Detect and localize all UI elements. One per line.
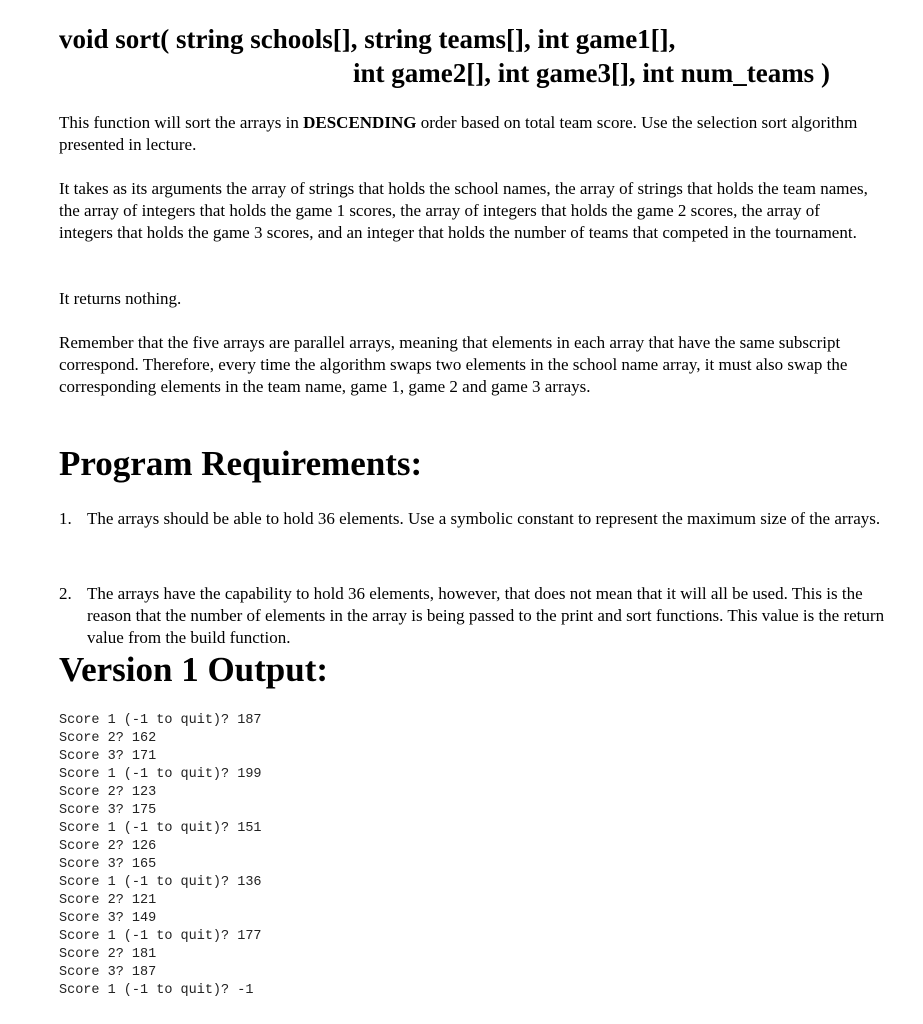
descending-emphasis: DESCENDING	[303, 113, 417, 132]
requirement-text: The arrays should be able to hold 36 elements. Use a symbolic constant to represent the maximum size of the arrays.	[87, 509, 881, 528]
console-line: Score 1 (-1 to quit)? 177	[59, 929, 262, 944]
parallel-arrays-paragraph: Remember that the five arrays are parallel arrays, meaning that elements in each array that have the same subscript correspond. Therefore, every time the algorithm swaps two elements in the school name array, it must also swap the corresponding elements in the team name, game 1, game 2 and game 3 arrays.	[59, 333, 848, 396]
console-line: Score 3? 175	[59, 803, 157, 818]
console-line: Score 3? 149	[59, 911, 157, 926]
return-paragraph: It returns nothing.	[59, 289, 182, 308]
description-text-start: This function will sort the arrays in	[59, 113, 304, 132]
description-text-end: order based on total team score. Use the selection sort algorithm presented in lecture.	[59, 113, 858, 154]
requirement-item	[59, 583, 897, 649]
console-line: Score 3? 187	[59, 965, 157, 980]
console-output	[59, 712, 262, 1000]
console-line: Score 3? 165	[59, 857, 157, 872]
console-line: Score 1 (-1 to quit)? 151	[59, 821, 262, 836]
console-line: Score 1 (-1 to quit)? 187	[59, 713, 262, 728]
function-signature-line-1: void sort( string schools[], string teams[], int game1[],	[59, 24, 676, 54]
console-line: Score 3? 171	[59, 749, 157, 764]
requirement-text: The arrays have the capability to hold 36 elements, however, that does not mean that it will all be used. This is the reason that the number of elements in the array is being passed to the print and sort functions. This value is the return value from the build function.	[87, 584, 885, 647]
requirements-heading: Program Requirements:	[59, 444, 423, 483]
arguments-paragraph: It takes as its arguments the array of strings that holds the school names, the array of strings that holds the team names, the array of integers that holds the game 1 scores, the array of integers that holds the game 2 scores, the array of integers that holds the game 3 scores, and an integer that holds the number of teams that competed in the tournament.	[59, 179, 868, 242]
console-line: Score 2? 121	[59, 893, 157, 908]
console-line: Score 2? 126	[59, 839, 157, 854]
description-paragraph	[59, 112, 869, 156]
console-line: Score 1 (-1 to quit)? -1	[59, 983, 254, 998]
console-line: Score 2? 181	[59, 947, 157, 962]
console-line: Score 1 (-1 to quit)? 199	[59, 767, 262, 782]
requirement-number: 2.	[59, 584, 72, 603]
requirement-number: 1.	[59, 509, 72, 528]
console-line: Score 2? 123	[59, 785, 157, 800]
function-signature-line-2: int game2[], int game3[], int num_teams )	[353, 58, 830, 88]
console-line: Score 1 (-1 to quit)? 136	[59, 875, 262, 890]
output-heading: Version 1 Output:	[59, 650, 329, 689]
console-line: Score 2? 162	[59, 731, 157, 746]
requirement-item	[59, 508, 897, 530]
